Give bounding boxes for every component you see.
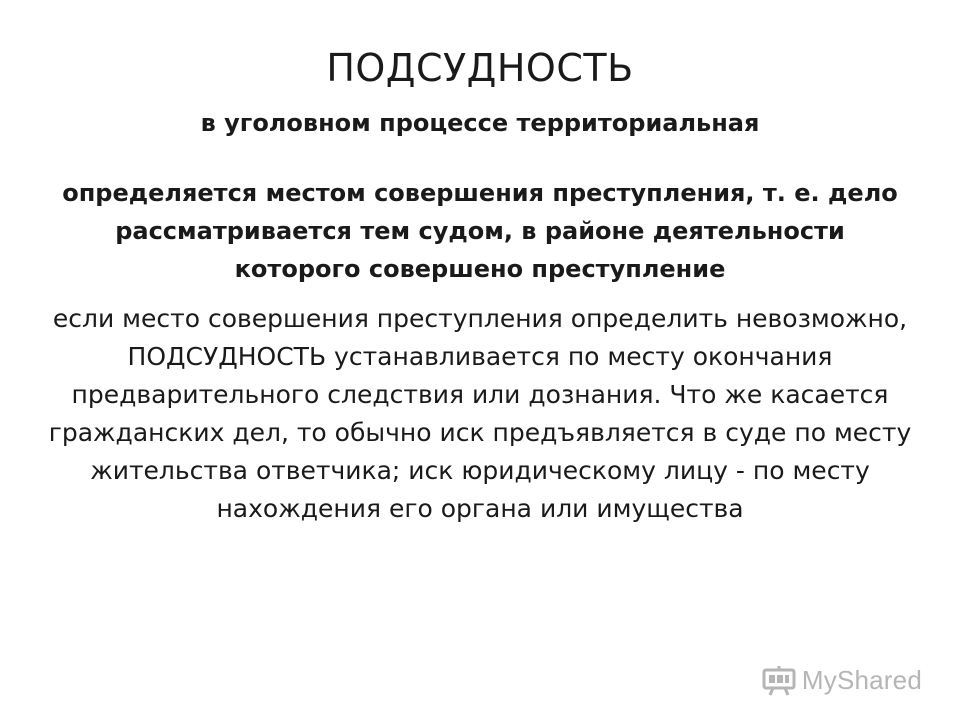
watermark-text: MyShared	[801, 665, 922, 695]
slide-title: ПОДСУДНОСТЬ	[326, 46, 634, 90]
presentation-board-icon	[762, 666, 796, 696]
definition-text: определяется местом совершения преступления, т. е. дело рассматривается тем судом, в районе деятельности которого совершено преступление	[62, 179, 898, 283]
details-text: если место совершения преступления определить невозможно, ПОДСУДНОСТЬ устанавливается по месту окончания предварительного следствия или дознания. Что же касается гражданских дел, то обычно иск предъявляется в суде по месту жительства ответчика; иск юридическому лицу - по месту нахождения его органа или имущества	[48, 304, 912, 523]
slide-subtitle: в уголовном процессе территориальная	[200, 109, 760, 137]
watermark-logo	[762, 665, 922, 696]
